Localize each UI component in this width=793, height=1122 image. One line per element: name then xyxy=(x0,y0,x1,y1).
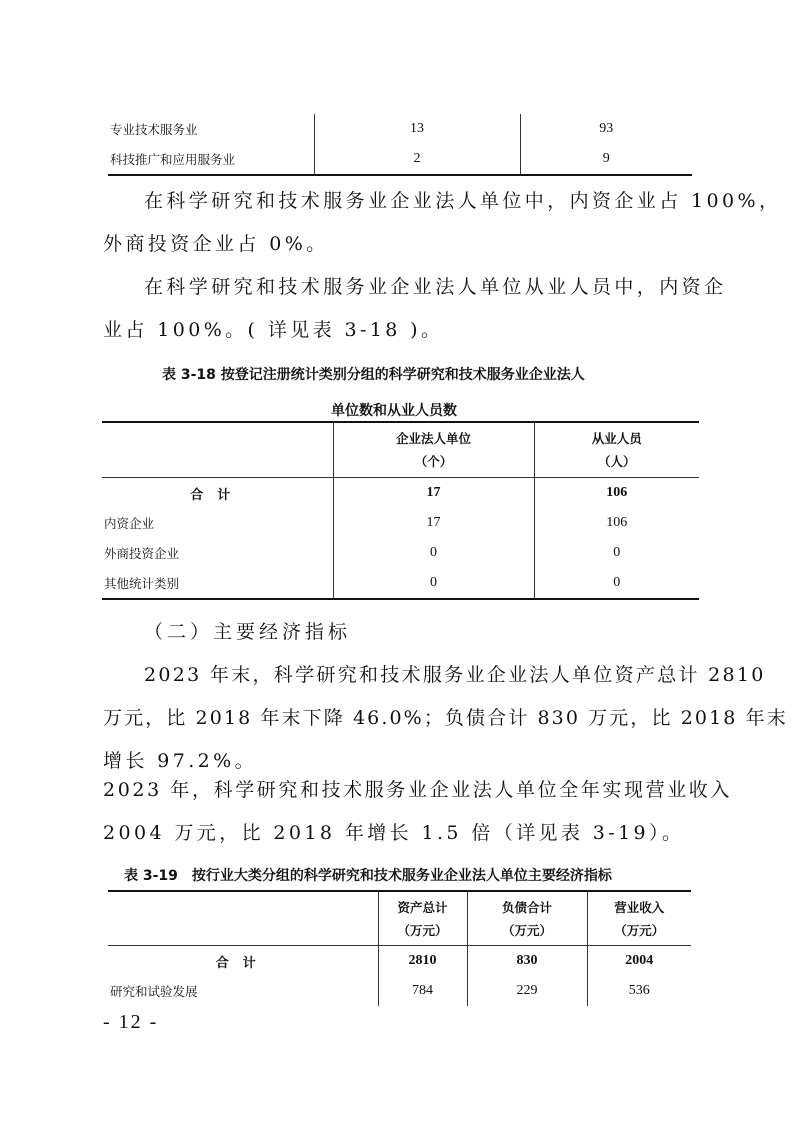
row-label: 其他统计类别 xyxy=(102,568,333,599)
paragraph-line: 在科学研究和技术服务业企业法人单位中，内资企业占 100%， xyxy=(144,190,782,212)
table-row xyxy=(102,508,699,538)
table-total-row xyxy=(108,946,691,977)
employees-cell: 93 xyxy=(599,121,614,136)
row-label: 科技推广和应用服务业 xyxy=(108,144,314,175)
header-title: 资产总计 xyxy=(397,899,448,915)
paragraph-line: 2023 年，科学研究和技术服务业企业法人单位全年实现营业收入 xyxy=(103,779,732,801)
table-caption-cont: 单位数和从业人员数 xyxy=(331,403,457,419)
row-label: 外商投资企业 xyxy=(102,538,333,568)
revenue-cell: 2004 xyxy=(625,953,654,968)
header-unit: （人） xyxy=(597,454,636,469)
employees-cell: 0 xyxy=(613,575,621,590)
total-label: 合计 xyxy=(108,946,378,977)
units-cell: 0 xyxy=(333,568,534,599)
liabilities-cell: 830 xyxy=(467,946,587,977)
section-heading: （二）主要经济指标 xyxy=(144,621,352,643)
total-label: 合计 xyxy=(102,478,333,509)
header-cell xyxy=(333,422,534,478)
paragraph-line: 万元，比 2018 年末下降 46.0%；负债合计 830 万元，比 2018 年末 xyxy=(103,707,788,729)
header-title: 营业收入 xyxy=(614,899,665,915)
paragraph-line: 增长 97.2%。 xyxy=(103,750,257,772)
table-row xyxy=(108,114,692,144)
table-row xyxy=(108,976,691,1006)
revenue-cell: 536 xyxy=(628,983,650,998)
header-empty-cell xyxy=(102,422,333,478)
row-label: 内资企业 xyxy=(102,508,333,538)
header-cell xyxy=(587,891,691,946)
header-title: 负债合计 xyxy=(501,899,552,915)
header-empty-cell xyxy=(108,891,378,946)
header-unit: （万元） xyxy=(501,922,552,938)
row-label: 专业技术服务业 xyxy=(108,114,314,144)
units-cell: 0 xyxy=(333,538,534,568)
page-number: - 12 - xyxy=(103,1011,159,1033)
table-continuation xyxy=(108,114,692,176)
employees-cell: 0 xyxy=(613,545,621,560)
units-cell: 2 xyxy=(314,144,520,175)
table-row xyxy=(108,144,692,175)
table-header-row xyxy=(102,422,699,478)
employees-cell: 9 xyxy=(602,151,610,166)
paragraph-line: 2023 年末，科学研究和技术服务业企业法人单位资产总计 2810 xyxy=(144,664,766,686)
paragraph-line: 外商投资企业占 0%。 xyxy=(103,233,329,255)
header-cell xyxy=(534,422,699,478)
assets-cell: 784 xyxy=(378,976,467,1006)
header-cell xyxy=(378,891,467,946)
header-title: 企业法人单位 xyxy=(395,431,471,446)
employees-cell: 106 xyxy=(606,485,628,500)
header-cell xyxy=(467,891,587,946)
header-unit: （个） xyxy=(414,454,453,469)
table-caption: 表 3-19 按行业大类分组的科学研究和技术服务业企业法人单位主要经济指标 xyxy=(124,868,612,884)
table-3-19 xyxy=(108,890,691,1006)
table-header-row xyxy=(108,891,691,946)
units-cell: 17 xyxy=(333,508,534,538)
table-row xyxy=(102,538,699,568)
table-total-row xyxy=(102,478,699,509)
row-label: 研究和试验发展 xyxy=(108,976,378,1006)
table-caption: 表 3-18 按登记注册统计类别分组的科学研究和技术服务业企业法人 xyxy=(162,367,585,383)
paragraph-line: 业占 100%。( 详见表 3-18 )。 xyxy=(103,319,444,341)
header-unit: （万元） xyxy=(614,922,665,938)
header-unit: （万元） xyxy=(397,922,448,938)
employees-cell: 106 xyxy=(606,515,628,530)
assets-cell: 2810 xyxy=(378,946,467,977)
paragraph-line: 2004 万元，比 2018 年增长 1.5 倍（详见表 3-19）。 xyxy=(103,822,685,844)
table-row xyxy=(102,568,699,599)
units-cell: 13 xyxy=(314,114,520,144)
units-cell: 17 xyxy=(333,478,534,509)
table-3-18 xyxy=(102,421,699,600)
header-title: 从业人员 xyxy=(591,431,642,446)
liabilities-cell: 229 xyxy=(467,976,587,1006)
paragraph-line: 在科学研究和技术服务业企业法人单位从业人员中，内资企 xyxy=(144,276,727,298)
